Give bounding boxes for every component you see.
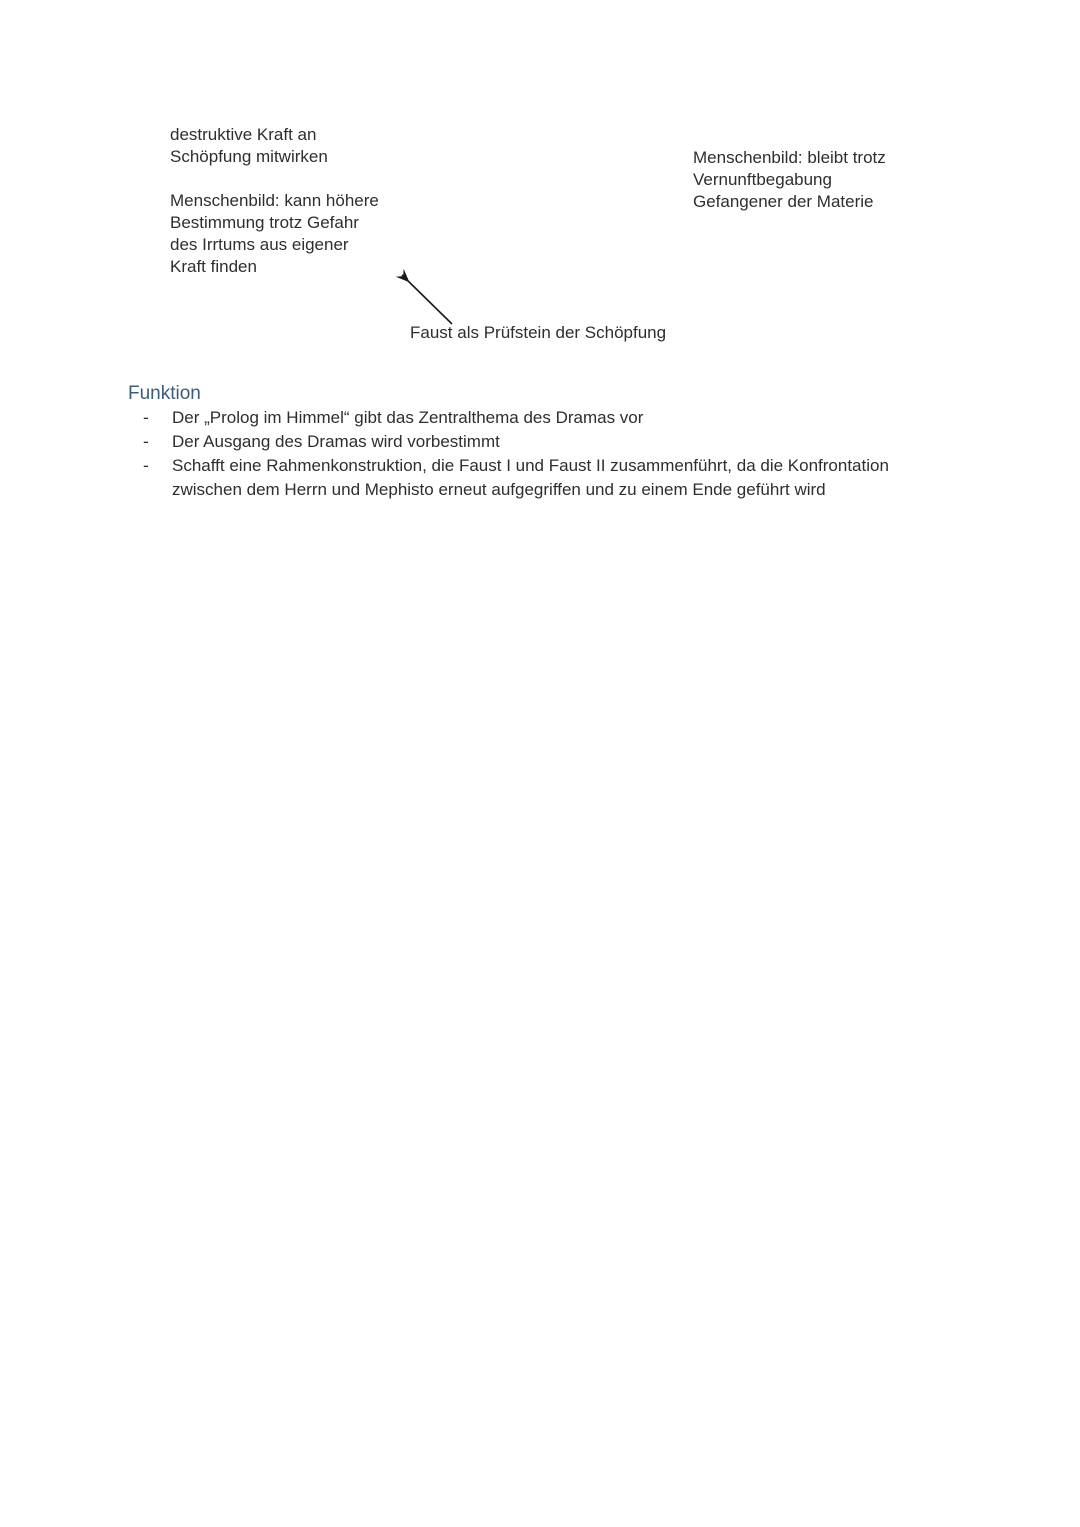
- annotation-left-top: [170, 124, 328, 168]
- list-item-text: Der „Prolog im Himmel“ gibt das Zentralthema des Dramas vor: [172, 408, 644, 427]
- annotation-line: Menschenbild: kann höhere: [170, 191, 379, 210]
- annotation-line: Bestimmung trotz Gefahr: [170, 213, 359, 232]
- annotation-right: [693, 147, 886, 213]
- diagram-caption: Faust als Prüfstein der Schöpfung: [410, 323, 667, 342]
- list-item: [143, 406, 953, 430]
- annotation-line: des Irrtums aus eigener: [170, 235, 349, 254]
- annotation-left-bottom: [170, 190, 379, 278]
- bullet-dash: -: [143, 432, 149, 451]
- annotation-line: Vernunftbegabung: [693, 170, 832, 189]
- annotation-line: destruktive Kraft an: [170, 125, 317, 144]
- list-item-text: Schafft eine Rahmenkonstruktion, die Faust I und Faust II zusammenführt, da die Konfrontation zwischen dem Herrn und Mephisto erneut aufgegriffen und zu einem Ende geführt wird: [172, 456, 889, 499]
- list-item-text: Der Ausgang des Dramas wird vorbestimmt: [172, 432, 500, 451]
- annotation-line: Menschenbild: bleibt trotz: [693, 148, 886, 167]
- annotation-line: Kraft finden: [170, 257, 257, 276]
- bullet-dash: -: [143, 456, 149, 475]
- funktion-bullet-list: [143, 406, 953, 502]
- bullet-dash: -: [143, 408, 149, 427]
- section-heading-funktion: Funktion: [128, 383, 201, 404]
- annotation-line: Gefangener der Materie: [693, 192, 874, 211]
- arrow-icon: [390, 266, 462, 330]
- list-item: [143, 454, 953, 502]
- annotation-line: Schöpfung mitwirken: [170, 147, 328, 166]
- list-item: [143, 430, 953, 454]
